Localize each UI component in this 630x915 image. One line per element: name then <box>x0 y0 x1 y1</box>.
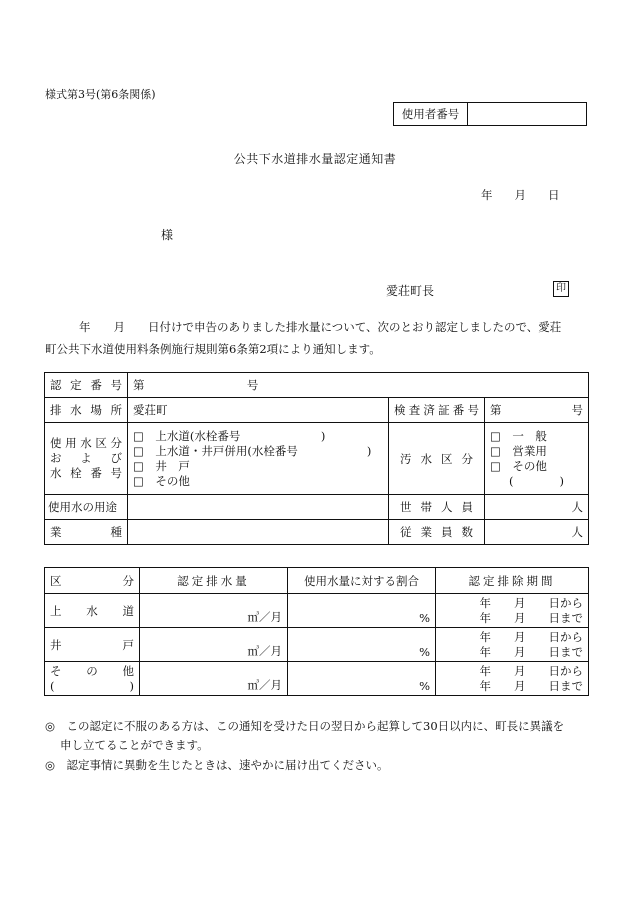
water-options-cell <box>128 423 389 495</box>
row-well-volume[interactable] <box>140 628 288 662</box>
body-line-2: 町公共下水道使用料条例施行規則第6条第2項により通知します。 <box>45 342 381 356</box>
row-other-label-text: そ の 他 <box>50 663 134 678</box>
household-unit: 人 <box>571 500 583 514</box>
header-ratio: 使用水量に対する割合 <box>288 568 436 594</box>
inspection-number-prefix: 第 <box>490 403 502 417</box>
water-option-well[interactable]: □ 井 戸 <box>133 458 190 473</box>
usage-value[interactable] <box>128 495 389 520</box>
water-option-mixed[interactable]: □ 上水道・井戸併用(水栓番号 ) <box>133 443 372 458</box>
note-2: ◎ 認定事情に異動を生じたときは、速やかに届け出てください。 <box>45 758 389 772</box>
row-city-volume[interactable] <box>140 594 288 628</box>
row-city-period[interactable] <box>436 594 589 628</box>
row-other-ratio[interactable] <box>288 662 436 696</box>
drain-place-value[interactable]: 愛荘町 <box>128 398 389 423</box>
row-city-ratio[interactable] <box>288 594 436 628</box>
sewage-option-other[interactable]: □ その他 <box>490 458 547 473</box>
sewage-class-label <box>389 423 485 495</box>
cert-number-label <box>45 373 128 398</box>
employee-label <box>389 520 485 545</box>
row-well-label-text: 井 戸 <box>50 637 134 652</box>
seal-mark: 印 <box>553 281 569 297</box>
row-well-ratio-unit: % <box>419 645 430 659</box>
water-option-city[interactable]: □ 上水道(水栓番号 ) <box>133 428 326 443</box>
row-other-ratio-unit: % <box>419 679 430 693</box>
row-other-label <box>45 662 140 696</box>
header-volume: 認定排水量 <box>140 568 288 594</box>
employee-value[interactable] <box>485 520 589 545</box>
drain-place-label-text: 排 水 場 所 <box>50 403 122 417</box>
user-number-box <box>393 102 587 126</box>
household-value[interactable] <box>485 495 589 520</box>
header-category <box>45 568 140 594</box>
issue-date <box>481 187 560 203</box>
body-text <box>45 316 585 360</box>
addressee-suffix: 様 <box>161 228 174 242</box>
business-label-text: 業 種 <box>50 525 122 539</box>
row-other-sub: ( ) <box>50 678 134 693</box>
discharge-table <box>44 567 589 696</box>
row-city-volume-unit: ㎥／月 <box>247 610 282 624</box>
cert-number-prefix: 第 <box>133 378 145 392</box>
date-year: 年 <box>481 188 493 202</box>
sewage-option-other-detail: ( ) <box>509 473 564 488</box>
row-other-volume[interactable] <box>140 662 288 696</box>
row-city-label-text: 上 水 道 <box>50 603 134 618</box>
inspection-number-label <box>389 398 485 423</box>
inspection-number-suffix: 号 <box>571 403 583 417</box>
inspection-number-cell[interactable] <box>485 398 589 423</box>
row-well-period[interactable] <box>436 628 589 662</box>
issuer-name: 愛荘町長 <box>386 284 435 298</box>
sewage-options-cell <box>485 423 589 495</box>
certification-table <box>44 372 589 545</box>
row-well-ratio[interactable] <box>288 628 436 662</box>
row-other-period-from: 年 月 日から <box>479 663 583 678</box>
usage-label: 使用水の用途 <box>45 495 128 520</box>
row-well-volume-unit: ㎥／月 <box>247 644 282 658</box>
water-class-label-2: お よ び <box>50 451 122 465</box>
row-well-period-to: 年 月 日まで <box>479 644 583 659</box>
row-city-period-to: 年 月 日まで <box>479 610 583 625</box>
note-1-cont: 申し立てることができます。 <box>60 738 209 752</box>
row-well-period-from: 年 月 日から <box>479 629 583 644</box>
form-number: 様式第3号(第6条関係) <box>45 88 156 101</box>
row-other-period-to: 年 月 日まで <box>479 678 583 693</box>
row-city-ratio-unit: % <box>419 611 430 625</box>
inspection-number-label-text: 検 査 済 証 番 号 <box>394 403 479 417</box>
business-label <box>45 520 128 545</box>
row-other-period[interactable] <box>436 662 589 696</box>
sewage-option-business[interactable]: □ 営業用 <box>490 443 547 458</box>
row-city-period-from: 年 月 日から <box>479 595 583 610</box>
note-1: ◎ この認定に不服のある方は、この通知を受けた日の翌日から起算して30日以内に、町長に異議を <box>45 719 565 733</box>
water-option-other[interactable]: □ その他 <box>133 473 190 488</box>
header-period: 認定排除期間 <box>436 568 589 594</box>
user-number-field[interactable] <box>468 103 586 125</box>
sewage-class-label-text: 汚 水 区 分 <box>400 451 473 466</box>
household-label-text: 世 帯 人 員 <box>400 500 473 514</box>
cert-number-suffix: 号 <box>246 378 259 392</box>
water-class-label <box>45 423 128 495</box>
water-class-label-3: 水 栓 番 号 <box>50 466 122 480</box>
row-well-label <box>45 628 140 662</box>
user-number-label: 使用者番号 <box>394 103 468 125</box>
row-other-volume-unit: ㎥／月 <box>247 678 282 692</box>
date-month: 月 <box>514 188 526 202</box>
household-label <box>389 495 485 520</box>
water-class-label-1: 使 用 水 区 分 <box>50 436 122 450</box>
sewage-option-general[interactable]: □ 一 般 <box>490 428 547 443</box>
row-city-label <box>45 594 140 628</box>
cert-number-cell[interactable] <box>128 373 589 398</box>
employee-label-text: 従 業 員 数 <box>400 525 473 539</box>
body-line-1: 年 月 日付けで申告のありました排水量について、次のとおり認定しましたので、愛荘 <box>79 320 562 334</box>
employee-unit: 人 <box>571 525 583 539</box>
document-title: 公共下水道排水量認定通知書 <box>233 152 397 166</box>
cert-number-label-text: 認 定 番 号 <box>50 378 122 392</box>
header-category-text: 区 分 <box>50 573 134 588</box>
drain-place-label <box>45 398 128 423</box>
business-value[interactable] <box>128 520 389 545</box>
date-day: 日 <box>548 188 560 202</box>
